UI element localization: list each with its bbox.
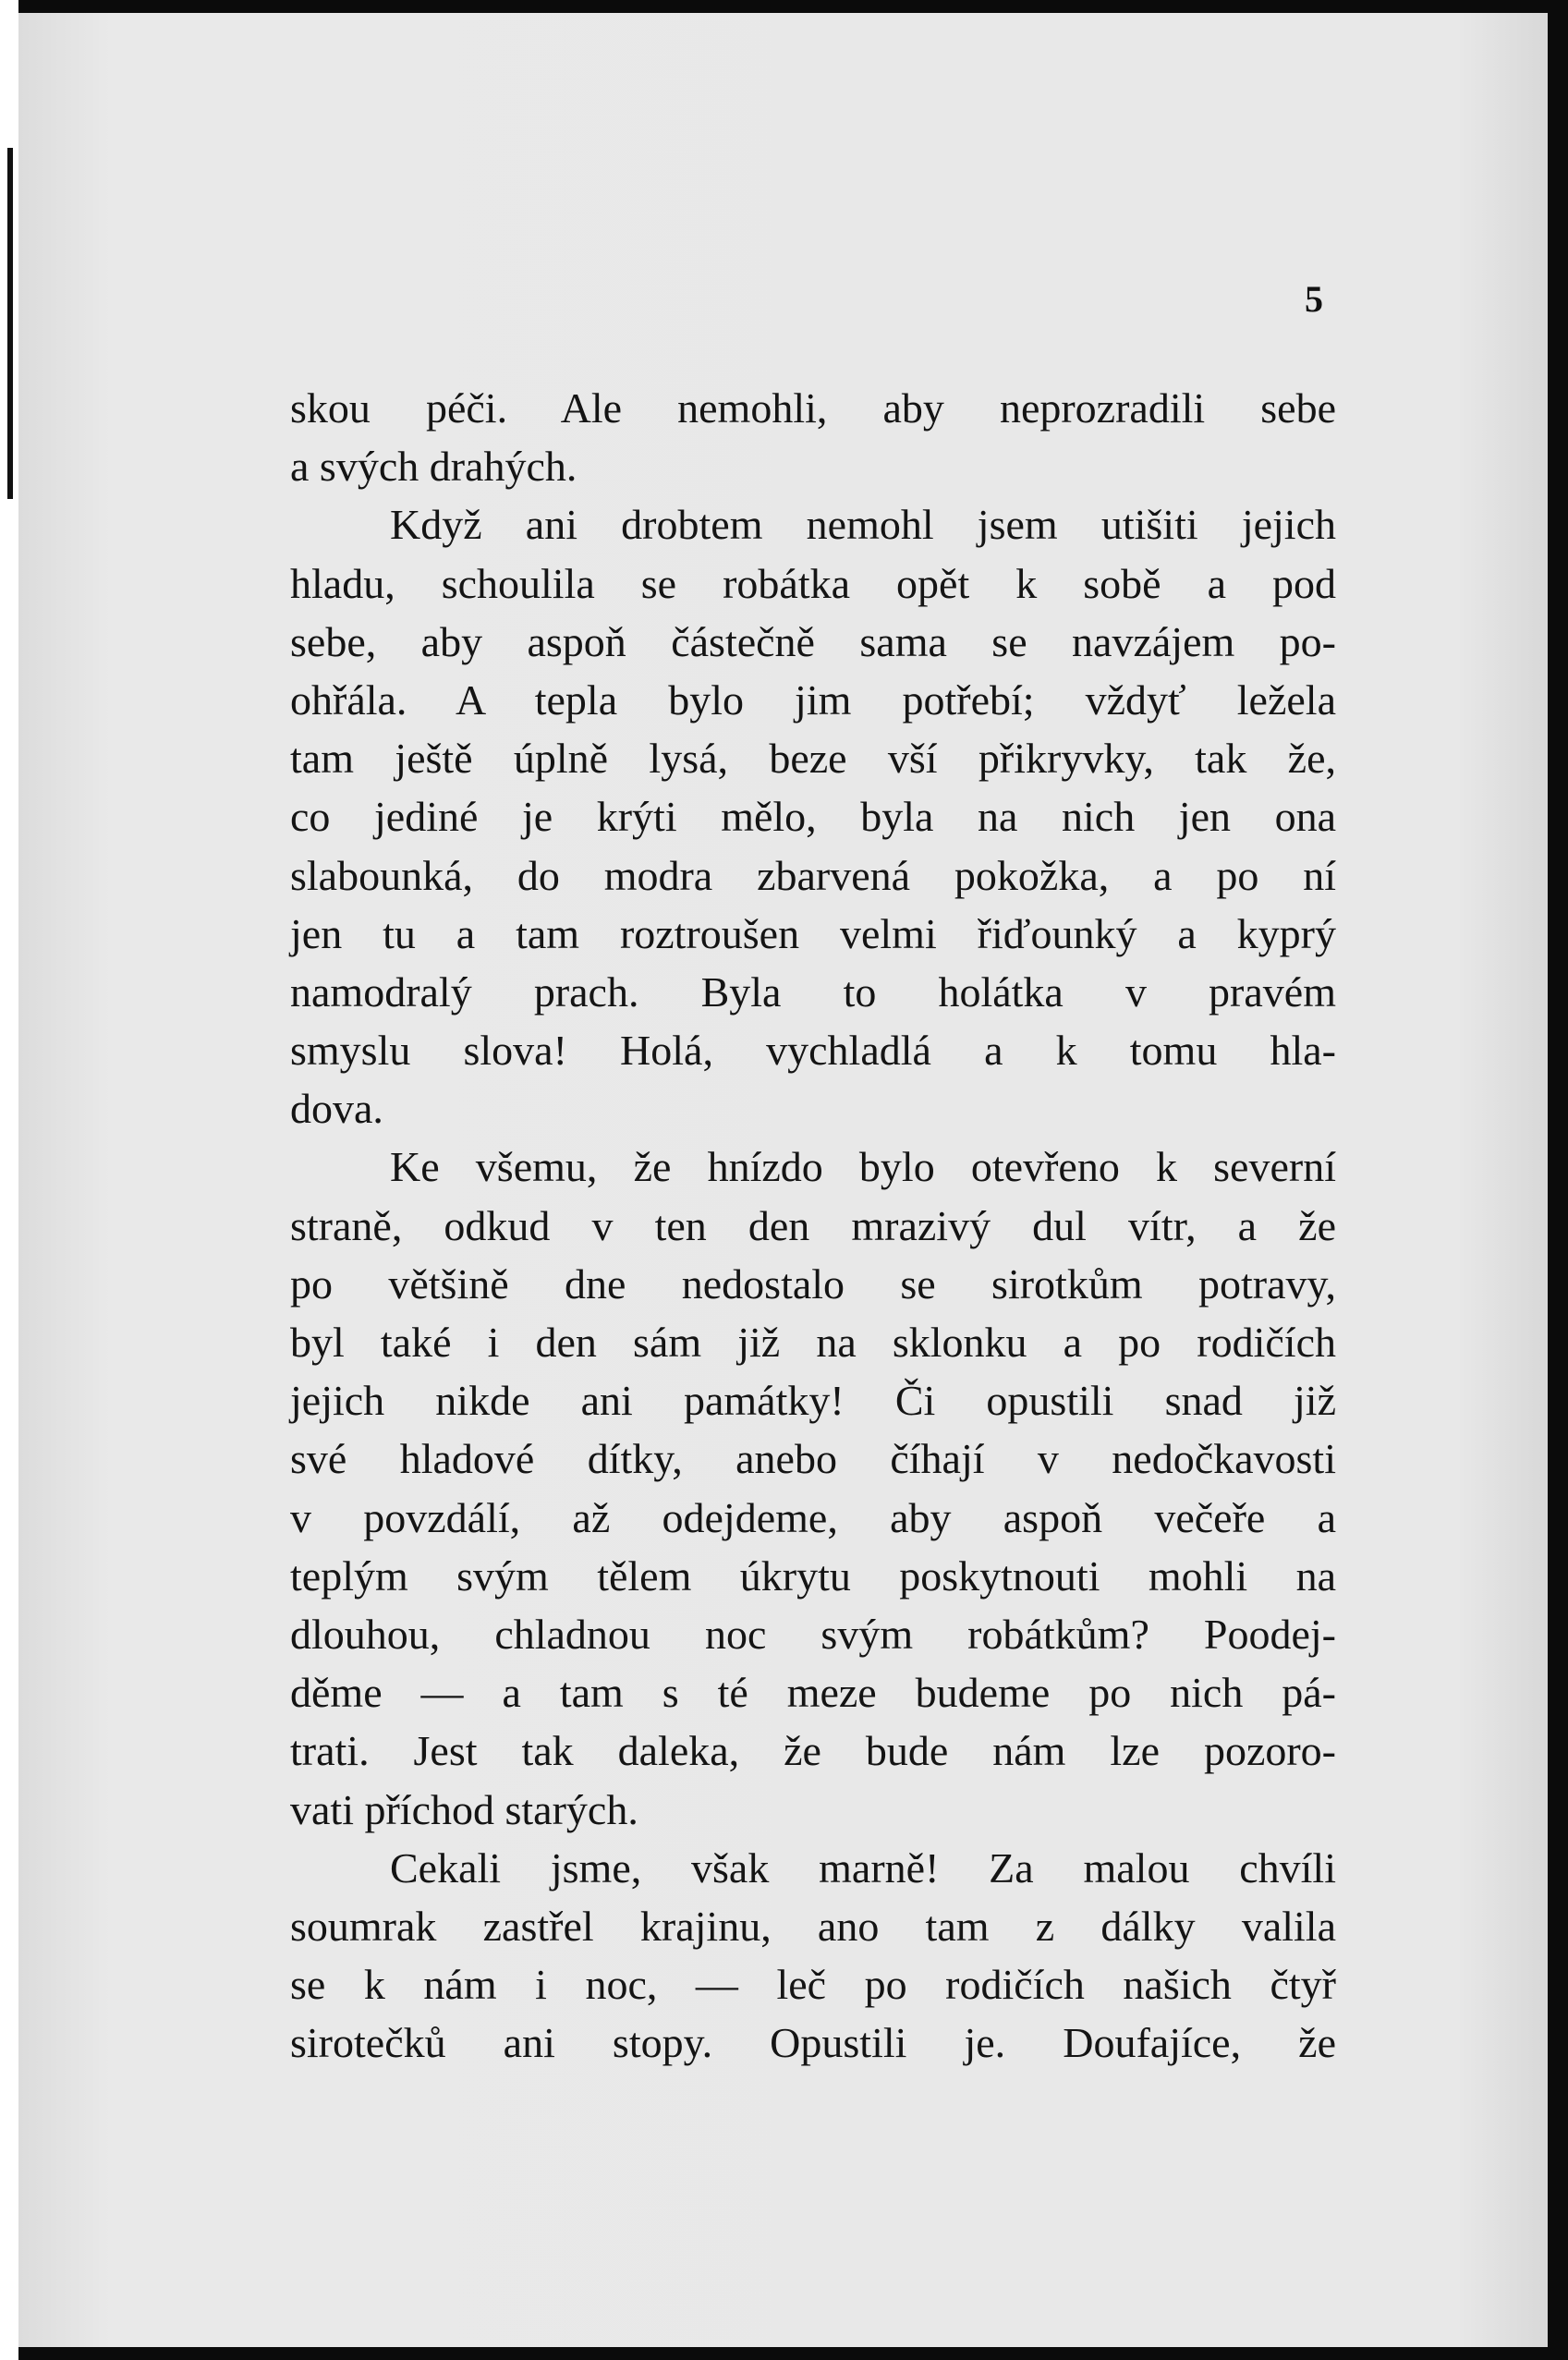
text-line: v povzdálí, až odejdeme, aby aspoň večeře a [290, 1493, 1336, 1541]
text-line: skou péči. Ale nemohli, aby neprozradili sebe [290, 384, 1336, 432]
text-line: ohřála. A tepla bylo jim potřebí; vždyť ležela [290, 675, 1336, 724]
page-number: 5 [1305, 278, 1323, 320]
text-line: sebe, aby aspoň částečně sama se navzájem po- [290, 617, 1336, 665]
text-line: po většině dne nedostalo se sirotkům potravy, [290, 1259, 1336, 1308]
text-line: jen tu a tam roztroušen velmi řiďounký a kyprý [290, 909, 1336, 957]
text-line: Cekali jsme, však marně! Za malou chvíli [390, 1843, 1336, 1892]
text-line: dlouhou, chladnou noc svým robátkům? Poodej- [290, 1610, 1336, 1658]
text-line: a svých drahých. [290, 443, 577, 491]
page-body-text [290, 379, 1336, 2072]
text-line: děme — a tam s té meze budeme po nich pá- [290, 1669, 1336, 1717]
text-line: byl také i den sám již na sklonku a po rodičích [290, 1319, 1336, 1366]
text-line: dova. [290, 1085, 383, 1133]
text-line: vati příchod starých. [290, 1785, 638, 1833]
binding-edge-mark [7, 148, 13, 499]
text-line: soumrak zastřel krajinu, ano tam z dálky valila [290, 1902, 1336, 1950]
text-line: sirotečků ani stopy. Opustili je. Doufajíce, že [290, 2019, 1336, 2067]
text-line: tam ještě úplně lysá, beze vší přikryvky, tak že, [290, 735, 1336, 783]
text-line: jejich nikde ani památky! Či opustili snad již [290, 1377, 1336, 1425]
text-line: smyslu slova! Holá, vychladlá a k tomu hla- [290, 1027, 1336, 1075]
text-line: Ke všemu, že hnízdo bylo otevřeno k severní [390, 1143, 1336, 1191]
text-line: straně, odkud v ten den mrazivý dul vítr, a že [290, 1201, 1336, 1249]
text-line: trati. Jest tak daleka, že bude nám lze pozoro- [290, 1727, 1336, 1775]
text-line: slabounká, do modra zbarvená pokožka, a po ní [290, 851, 1336, 899]
text-line: své hladové dítky, anebo číhají v nedočkavosti [290, 1435, 1336, 1483]
scan-left-margin [0, 0, 18, 2360]
text-line: co jediné je krýti mělo, byla na nich jen ona [290, 793, 1336, 841]
text-line: se k nám i noc, — leč po rodičích našich čtyř [290, 1961, 1336, 2009]
text-line: hladu, schoulila se robátka opět k sobě a pod [290, 559, 1336, 607]
text-line: namodralý prach. Byla to holátka v pravém [290, 967, 1336, 1016]
text-line: teplým svým tělem úkrytu poskytnouti mohli na [290, 1551, 1336, 1600]
text-line: Když ani drobtem nemohl jsem utišiti jejich [390, 501, 1336, 549]
